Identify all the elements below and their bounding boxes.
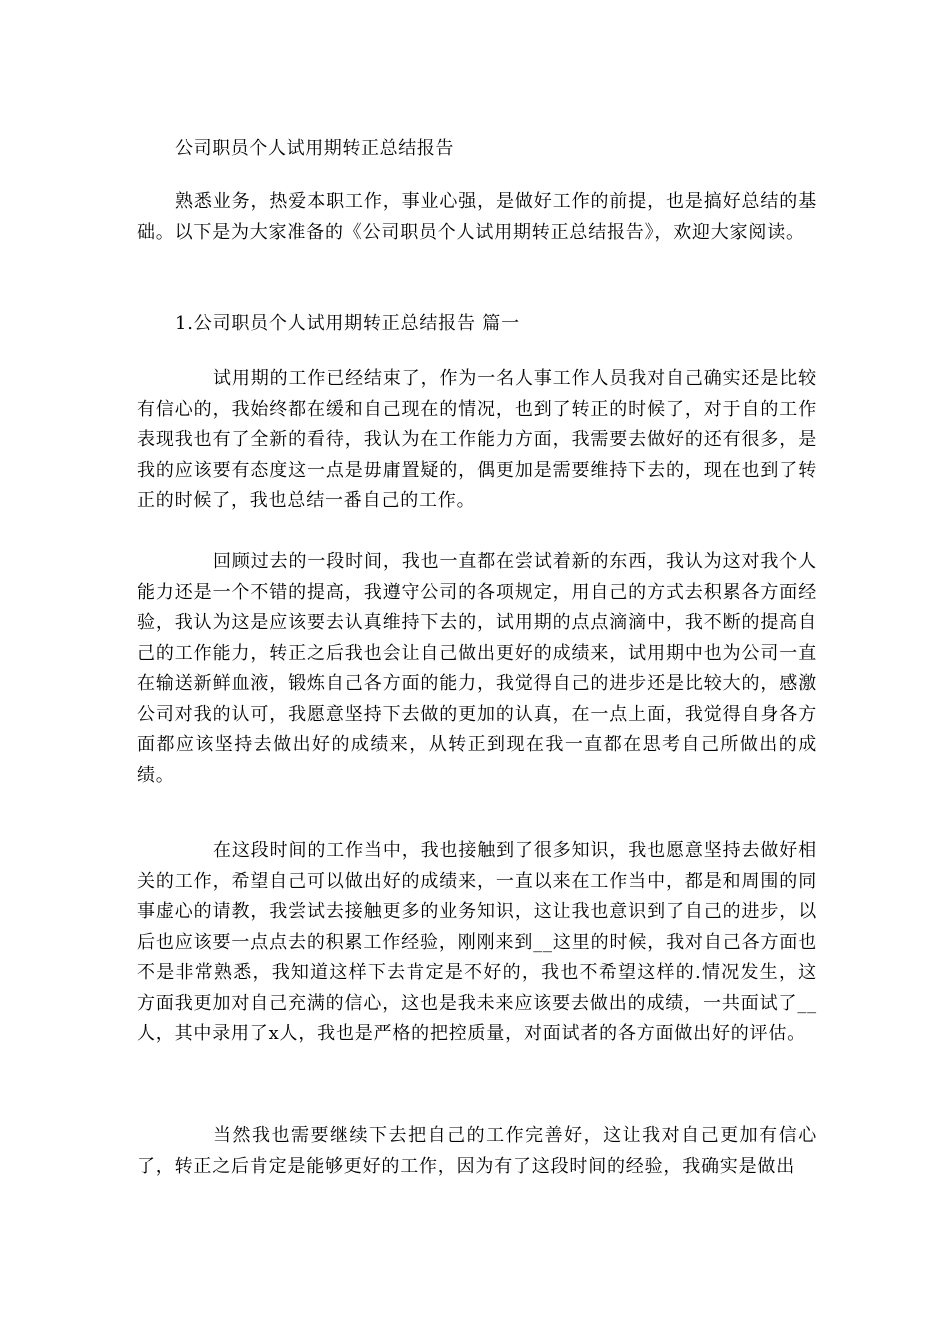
document-title: 公司职员个人试用期转正总结报告 (175, 138, 454, 159)
body-paragraph-2: 回顾过去的一段时间，我也一直都在尝试着新的东西，我认为这对我个人能力还是一个不错的提高，我遵守公司的各项规定，用自己的方式去积累各方面经验，我认为这是应该要去认真维持下去的，试用期的点点滴滴中，我不断的提高自己的工作能力，转正之后我也会让自己做出更好的成绩来，试用期中也为公司一直在输送新鲜血液，锻炼自己各方面的能力，我觉得自己的进步还是比较大的，感激公司对我的认可，我愿意坚持下去做的更加的认真，在一点上面，我觉得自身各方面都应该坚持去做出好的成绩来，从转正到现在我一直都在思考自己所做出的成绩。 (137, 551, 817, 786)
intro-paragraph: 熟悉业务，热爱本职工作，事业心强，是做好工作的前提，也是搞好总结的基础。以下是为大家准备的《公司职员个人试用期转正总结报告》，欢迎大家阅读。 (137, 191, 817, 243)
body-paragraph-3: 在这段时间的工作当中，我也接触到了很多知识，我也愿意坚持去做好相关的工作，希望自己可以做出好的成绩来，一直以来在工作当中，都是和周围的同事虚心的请教，我尝试去接触更多的业务知识，这让我也意识到了自己的进步，以后也应该要一点点去的积累工作经验，刚刚来到__这里的时候，我对自己各方面也不是非常熟悉，我知道这样下去肯定是不好的，我也不希望这样的.情况发生，这方面我更加对自己充满的信心，这也是我未来应该要去做出的成绩，一共面试了__人，其中录用了x人，我也是严格的把控质量，对面试者的各方面做出好的评估。 (137, 840, 817, 1044)
section-heading: 1.公司职员个人试用期转正总结报告 篇一 (175, 313, 520, 334)
body-paragraph-1: 试用期的工作已经结束了，作为一名人事工作人员我对自己确实还是比较有信心的，我始终都在缓和自己现在的情况，也到了转正的时候了，对于自的工作表现我也有了全新的看待，我认为在工作能力方面，我需要去做好的还有很多，是我的应该要有态度这一点是毋庸置疑的，偶更加是需要维持下去的，现在也到了转正的时候了，我也总结一番自己的工作。 (137, 368, 817, 511)
body-paragraph-4: 当然我也需要继续下去把自己的工作完善好，这让我对自己更加有信心了，转正之后肯定是能够更好的工作，因为有了这段时间的经验，我确实是做出 (137, 1125, 817, 1177)
